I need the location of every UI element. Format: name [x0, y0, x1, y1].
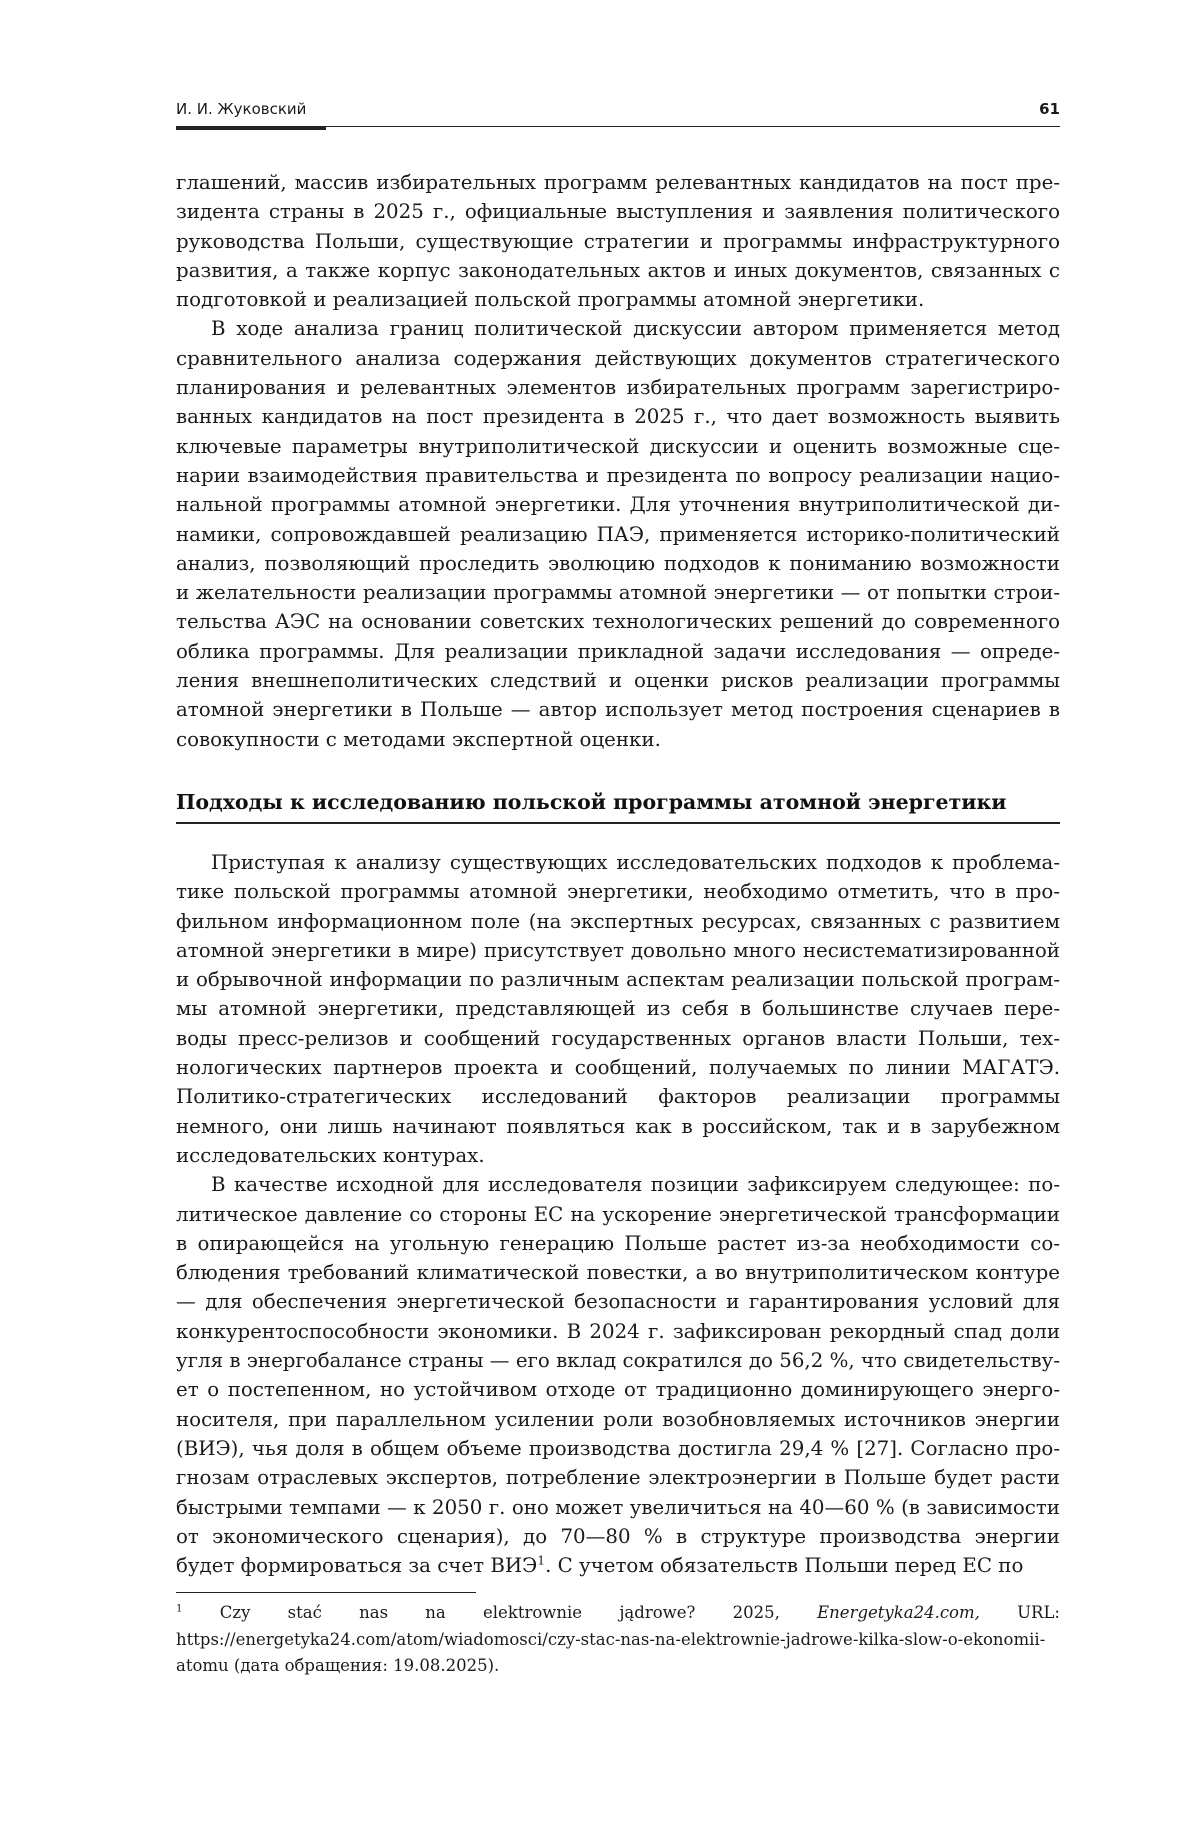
running-head-author: И. И. Жуковский	[176, 100, 306, 118]
journal-page	[0, 0, 1200, 1835]
paragraph-approaches: Приступая к анализу существующих исследовательских подходов к проблема­тике польской программы атомной энергетики, необходимо отметить, что в про­фильном информационном поле (на экспертных ресурсах, связанных с развитием атомной энергетики в мире) присутствует довольно много несистематизированной и обрывочной информации по различным аспектам реализации польской програм­мы атомной энергетики, представляющей из себя в большинстве случаев пере­воды пресс-релизов и сообщений государственных органов власти Польши, тех­нологических партнеров проекта и сообщений, получаемых по линии МАГАТЭ. Политико-стратегических исследований факторов реализации программы немного, они лишь начинают появляться как в российском, так и в зарубежном исследова­тельских контурах.	[176, 848, 1060, 1170]
running-head	[176, 100, 1060, 124]
footnote-separator	[176, 1592, 476, 1593]
body-text-section	[176, 848, 1060, 1580]
body-text-top	[176, 168, 1060, 754]
paragraph-continued: глашений, массив избирательных программ релевантных кандидатов на пост пре­зидента страны в 2025 г., официальные выступления и заявления политического руководства Польши, существующие стратегии и программы инфраструктурного развития, а также корпус законодательных актов и иных документов, связанных с подготовкой и реализацией польской программы атомной энергетики.	[176, 168, 1060, 314]
footnote-reference[interactable]: 1	[537, 1554, 545, 1568]
header-rule-accent	[176, 126, 326, 130]
section-heading-rule	[176, 822, 1060, 824]
footnote	[176, 1600, 1060, 1680]
footnote-url-text[interactable]: URL: https://energetyka24.com/atom/wiadomosci/czy-stac-nas-na-elektrownie-jadrowe-kilka-slow-o-ekonomii-atomu (дата обращения: 19.08.2025).	[176, 1603, 1060, 1675]
paragraph-methods: В ходе анализа границ политической дискуссии автором применяется метод сравнительного анализа содержания действующих документов стратегического планирования и релевантных элементов избирательных программ зарегистриро­ванных кандидатов на пост президента в 2025 г., что дает возможность выявить ключевые параметры внутриполитической дискуссии и оценить возможные сце­нарии взаимодействия правительства и президента по вопросу реализации нацио­нальной программы атомной энергетики. Для уточнения внутриполитической ди­намики, сопровождавшей реализацию ПАЭ, применяется историко-политический анализ, позволяющий проследить эволюцию подходов к пониманию возможности и желательности реализации программы атомной энергетики — от попытки строи­тельства АЭС на основании советских технологических решений до современного облика программы. Для реализации прикладной задачи исследования — опреде­ления внешнеполитических следствий и оценки рисков реализации программы атомной энергетики в Польше — автор использует метод построения сценариев в совокупности с методами экспертной оценки.	[176, 314, 1060, 753]
footnote-mark: 1	[176, 1604, 183, 1615]
page-number: 61	[1039, 100, 1060, 118]
paragraph-starting-position	[176, 1170, 1060, 1580]
paragraph-starting-position-tail: . С учетом обязательств Польши перед ЕС по	[545, 1554, 1023, 1577]
section-heading: Подходы к исследованию польской программы атомной энергетики	[176, 788, 1060, 816]
paragraph-starting-position-text: В качестве исходной для исследователя позиции зафиксируем следующее: по­литическое давление со стороны ЕС на ускорение энергетической трансформации в опирающейся на угольную генерацию Польше растет из-за необходимости со­блюдения требований климатической повестки, а во внутриполитическом конту­ре — для обеспечения энергетической безопасности и гарантирования условий для конкурентоспособности экономики. В 2024 г. зафиксирован рекордный спад доли угля в энергобалансе страны — его вклад сократился до 56,2 %, что свидетельству­ет о постепенном, но устойчивом отходе от традиционно доминирующего энерго­носителя, при параллельном усилении роли возобновляемых источников энергии (ВИЭ), чья доля в общем объеме производства достигла 29,4 % [27]. Согласно про­гнозам отраслевых экспертов, потребление электроэнергии в Польше будет расти быстрыми темпами — к 2050 г. оно может увеличиться на 40—60 % (в зависимо­сти от экономического сценария), до 70—80 % в структуре производства энергии будет формироваться за счет ВИЭ	[176, 1173, 1060, 1577]
footnote-source: Energetyka24.com,	[817, 1603, 980, 1622]
footnote-text-a: Czy stać nas na elektrownie jądrowe? 2025,	[183, 1603, 818, 1622]
